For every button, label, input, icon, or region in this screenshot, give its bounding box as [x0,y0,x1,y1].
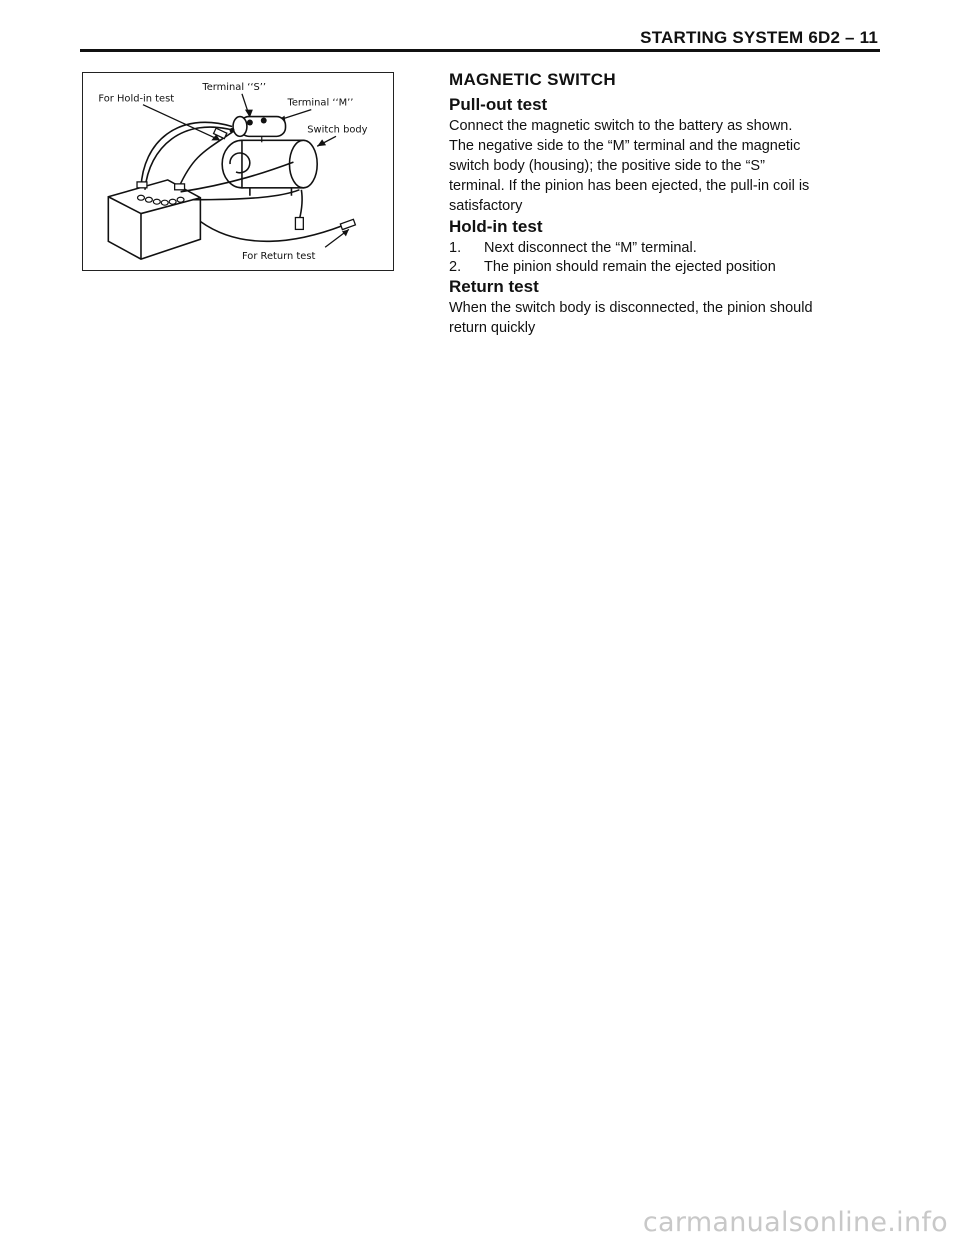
pull-out-line: The negative side to the “M” terminal and the magnetic [449,138,801,154]
list-item [449,239,889,258]
battery [108,180,200,259]
label-switch-body: Switch body [307,124,368,136]
magnetic-switch-section [449,70,889,339]
return-test-heading: Return test [449,277,539,296]
header-rule [80,49,880,52]
label-return-test: For Return test [241,251,316,263]
pull-out-test-body [449,117,889,216]
magnetic-switch-test-figure [82,72,394,271]
section-title: MAGNETIC SWITCH [449,70,616,89]
step-number: 1. [449,240,462,256]
return-line: When the switch body is disconnected, the pinion should [449,300,813,316]
pull-out-line: switch body (housing); the positive side to the “S” [449,158,765,174]
starter-motor [222,117,317,196]
watermark: carmanualsonline.info [642,1207,948,1238]
step-number: 2. [449,259,462,275]
wiring-diagram [83,73,393,270]
label-terminal-m: Terminal ‘‘M’’ [287,97,354,109]
hold-in-test-heading: Hold-in test [449,217,543,236]
label-hold-in-test: For Hold-in test [98,93,175,105]
list-item [449,258,889,277]
pull-out-line: terminal. If the pinion has been ejected, the pull-in coil is [449,178,810,194]
pull-out-test-heading: Pull-out test [449,95,548,114]
hold-in-steps [449,239,889,277]
return-line: return quickly [449,320,536,336]
page-title: STARTING SYSTEM 6D2 – 11 [640,28,878,47]
step-text: The pinion should remain the ejected position [484,259,776,275]
return-test-body [449,299,889,338]
pull-out-line: satisfactory [449,198,523,214]
label-terminal-s: Terminal ‘‘S’’ [202,81,267,93]
pull-out-line: Connect the magnetic switch to the battery as shown. [449,118,793,134]
step-text: Next disconnect the “M” terminal. [484,240,697,256]
